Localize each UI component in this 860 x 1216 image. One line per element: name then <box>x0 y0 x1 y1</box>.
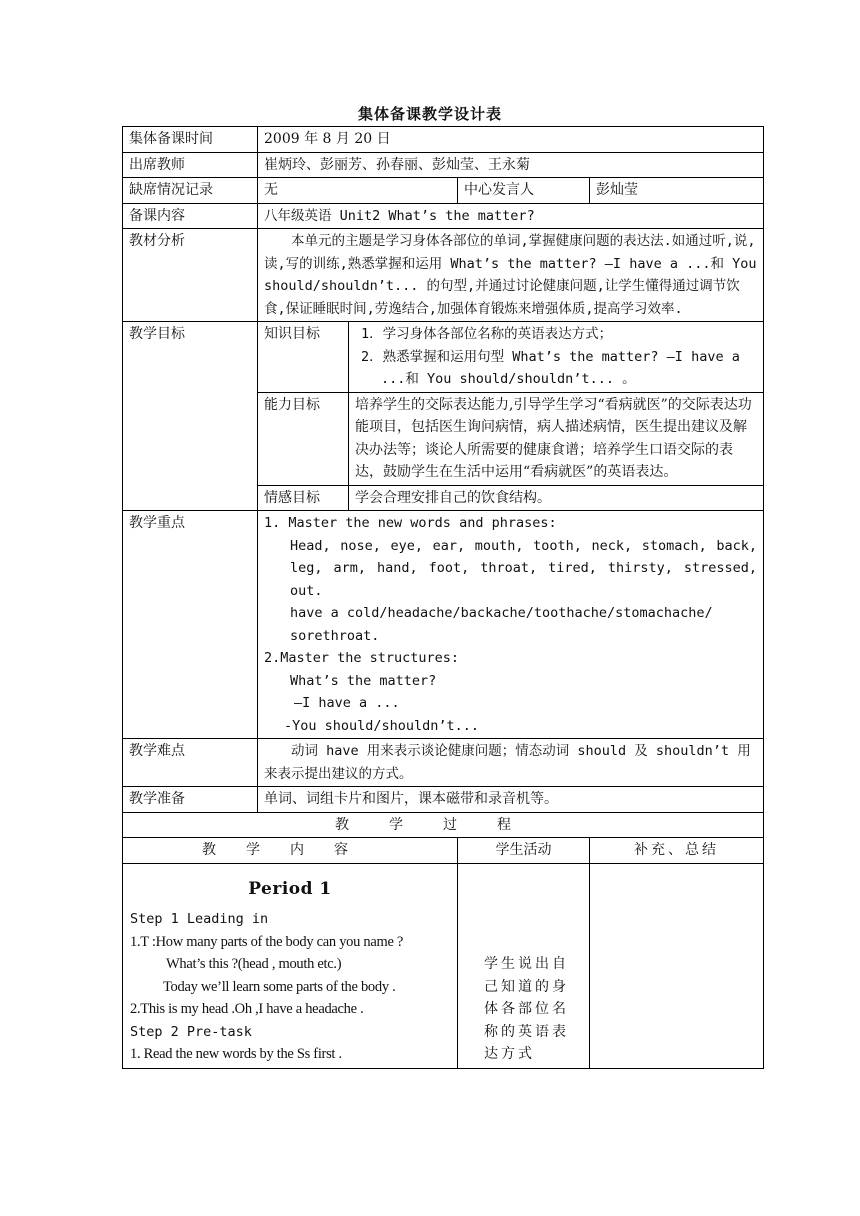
knowledge-item: 1．学习身体各部位名称的英语表达方式； <box>361 326 613 342</box>
key-point-line: 2.Master the structures: <box>264 650 460 666</box>
row-lesson <box>123 863 764 1068</box>
label-teachers: 出席教师 <box>123 152 258 178</box>
value-preparation: 单词、词组卡片和图片，课本磁带和录音机等。 <box>258 787 764 813</box>
process-header: 教学过程 <box>123 812 764 838</box>
label-difficulties: 教学难点 <box>123 739 258 787</box>
value-content: 八年级英语 Unit2 What’s the matter? <box>258 203 764 229</box>
key-point-structure: -You should/shouldn’t... <box>284 717 480 734</box>
label-knowledge: 知识目标 <box>258 322 349 393</box>
row-key-points <box>123 511 764 739</box>
value-absence: 无 <box>258 178 458 204</box>
value-difficulties: 动词 have 用来表示谈论健康问题；情态动词 should 及 shouldn’t 用来表示提出建议的方式。 <box>258 739 764 787</box>
lesson-plan-table <box>122 126 764 1069</box>
key-point-words: Head, nose, eye, ear, mouth, tooth, neck, stomach, back, leg, arm, hand, foot, throat, tired, thirsty, stressed, out. <box>290 537 758 599</box>
key-point-structure: What’s the matter? <box>290 672 437 689</box>
row-goals-knowledge <box>123 322 764 393</box>
col-header-student: 学生活动 <box>458 838 590 864</box>
col-header-content: 教学内容 <box>123 838 458 864</box>
row-preparation <box>123 787 764 813</box>
student-activity: 学生说出自己知道的身体各部位名称的英语表达方式 <box>484 956 569 1062</box>
knowledge-item: 2．熟悉掌握和运用句型 What’s the matter? –I have a ...和 You should/shouldn’t... 。 <box>361 348 740 387</box>
label-ability: 能力目标 <box>258 392 349 485</box>
label-preparation: 教学准备 <box>123 787 258 813</box>
page-title: 集体备课教学设计表 <box>357 105 502 123</box>
label-goals: 教学目标 <box>123 322 258 511</box>
lesson-line: What’s this ?(head , mouth etc.) <box>166 956 342 972</box>
step-heading: Step 1 Leading in <box>130 911 269 927</box>
row-process-header <box>123 812 764 838</box>
row-content <box>123 203 764 229</box>
key-point-line: 1. Master the new words and phrases: <box>264 515 557 531</box>
row-absence <box>123 178 764 204</box>
row-analysis <box>123 229 764 322</box>
lesson-line: 2.This is my head .Oh ,I have a headache . <box>130 1001 364 1017</box>
value-speaker: 彭灿莹 <box>590 178 764 204</box>
label-absence: 缺席情况记录 <box>123 178 258 204</box>
value-teachers: 崔炳玲、彭丽芳、孙春丽、彭灿莹、王永菊 <box>258 152 764 178</box>
notes-cell <box>590 863 764 1068</box>
label-emotion: 情感目标 <box>258 485 349 511</box>
value-date: 2009 年 8 月 20 日 <box>258 127 764 153</box>
label-speaker: 中心发言人 <box>458 178 590 204</box>
label-date: 集体备课时间 <box>123 127 258 153</box>
col-header-notes: 补充、总结 <box>590 838 764 864</box>
lesson-content <box>123 863 458 1068</box>
lesson-line: Today we’ll learn some parts of the body . <box>163 978 396 995</box>
row-column-headers <box>123 838 764 864</box>
row-date <box>123 127 764 153</box>
row-teachers <box>123 152 764 178</box>
value-key-points <box>258 511 764 739</box>
step-heading: Step 2 Pre-task <box>130 1023 252 1040</box>
label-analysis: 教材分析 <box>123 229 258 322</box>
key-point-phrases: have a cold/headache/backache/toothache/stomachache/ sorethroat. <box>290 605 713 644</box>
row-difficulties <box>123 739 764 787</box>
key-point-structure: –I have a ... <box>294 695 400 711</box>
label-content: 备课内容 <box>123 203 258 229</box>
value-analysis: 本单元的主题是学习身体各部位的单词,掌握健康问题的表达法.如通过听,说,读,写的训练,熟悉掌握和运用 What’s the matter? –I have a ...和 You should/shouldn’t... 的句型,并通过讨论健康问题,让学生懂得通过调节饮食,保证睡眠时间,劳逸结合,加强体育锻炼来增强体质,提高学习效率. <box>258 229 764 322</box>
value-knowledge <box>349 322 764 393</box>
value-ability: 培养学生的交际表达能力,引导学生学习“看病就医”的交际表达功能项目，包括医生询问病情，病人描述病情，医生提出建议及解决办法等；谈论人所需要的健康食谱；培养学生口语交际的表达，鼓励学生在生活中运用“看病就医”的英语表达。 <box>349 392 764 485</box>
period-heading: Period 1 <box>248 878 332 899</box>
value-emotion: 学会合理安排自己的饮食结构。 <box>349 485 764 511</box>
lesson-line: 1.T :How many parts of the body can you name ? <box>130 933 404 950</box>
label-key-points: 教学重点 <box>123 511 258 739</box>
lesson-line: 1. Read the new words by the Ss first . <box>130 1046 342 1062</box>
student-activity-cell <box>458 863 590 1068</box>
